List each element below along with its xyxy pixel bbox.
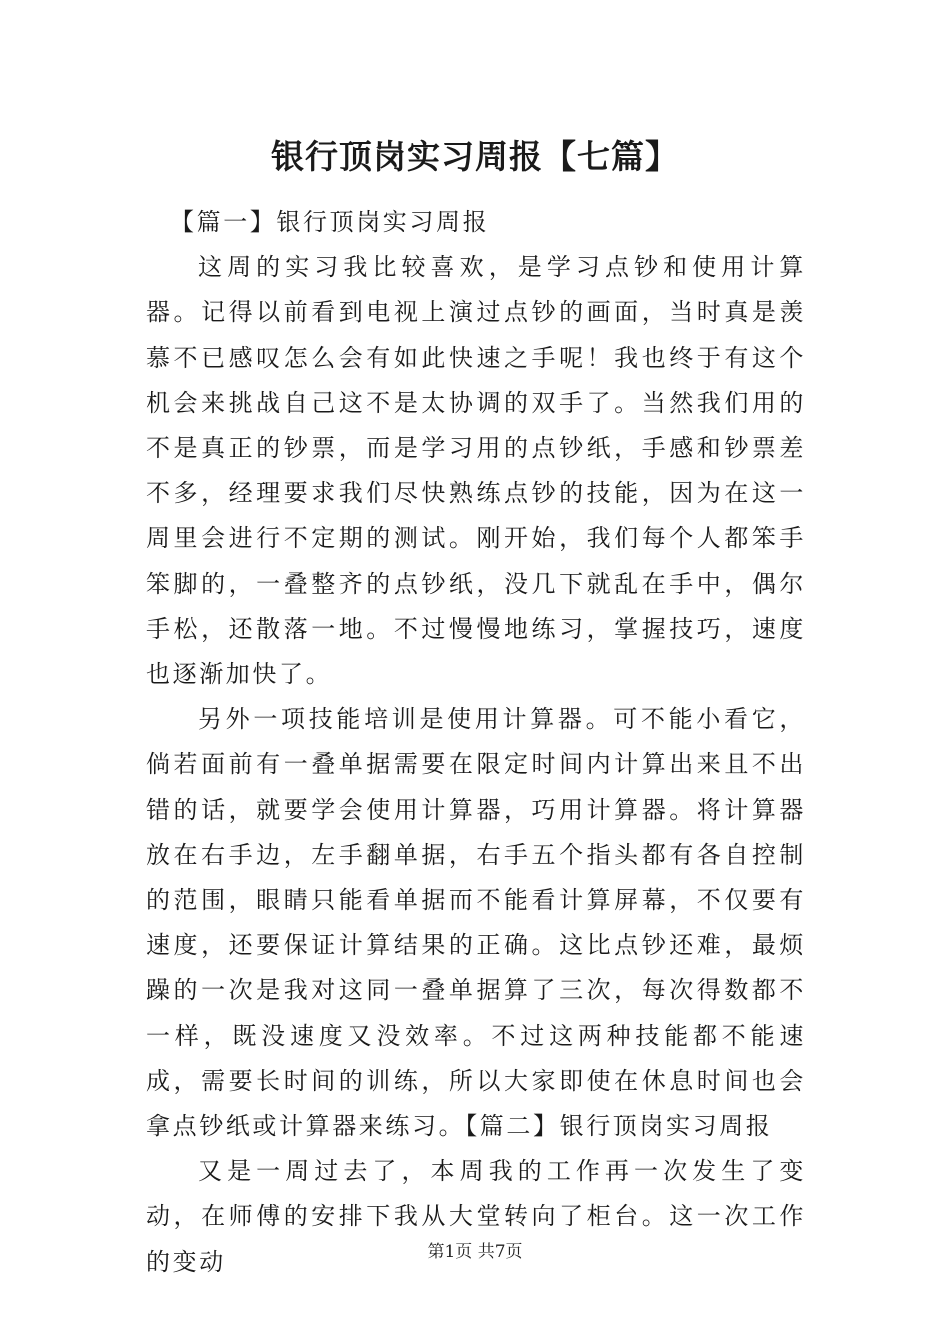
paragraph-1: 这周的实习我比较喜欢，是学习点钞和使用计算器。记得以前看到电视上演过点钞的画面，当时真是羡慕不已感叹怎么会有如此快速之手呢！我也终于有这个机会来挑战自己这不是太协调的双手了。当然我们用的不是真正的钞票，而是学习用的点钞纸，手感和钞票差不多，经理要求我们尽快熟练点钞的技能，因为在这一周里会进行不定期的测试。刚开始，我们每个人都笨手笨脚的，一叠整齐的点钞纸，没几下就乱在手中，偶尔手松，还散落一地。不过慢慢地练习，掌握技巧，速度也逐渐加快了。 [146,253,806,689]
paragraph-3: 又是一周过去了，本周我的工作再一次发生了变动，在师傅的安排下我从大堂转向了柜台。这一次工作的变动 [146,1157,806,1276]
document-title: 银行顶岗实习周报【七篇】 [271,137,679,176]
paragraph-2-text: 另外一项技能培训是使用计算器。可不能小看它，倘若面前有一叠单据需要在限定时间内计算出来且不出错的话，就要学会使用计算器，巧用计算器。将计算器放在右手边，左手翻单据，右手五个指头都有各自控制的范围，眼睛只能看单据而不能看计算屏幕，不仅要有速度，还要保证计算结果的正确。这比点钞还难，最烦躁的一次是我对这同一叠单据算了三次，每次得数都不一样，既没速度又没效率。不过这两种技能都不能速成，需要长时间的训练，所以大家即使在休息时间也会拿点钞纸或计算器来练习。 [146,705,806,1141]
section-heading-2: 【篇二】银行顶岗实习周报 [465,1112,773,1141]
document-body [146,200,806,1285]
page-number-footer: 第1页 共7页 [427,1242,523,1262]
paragraph-2 [146,697,806,1149]
section-heading-1: 【篇一】银行顶岗实习周报 [170,208,490,236]
